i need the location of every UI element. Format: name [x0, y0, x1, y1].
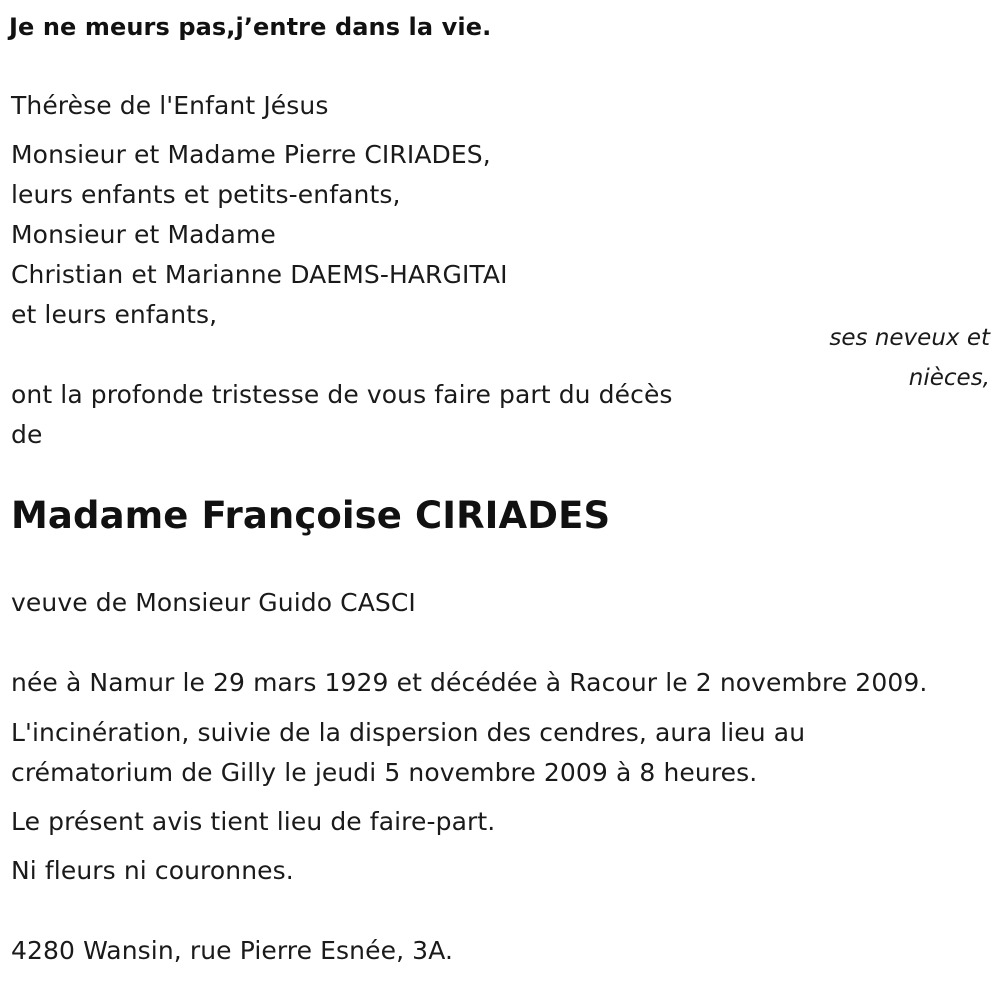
family-line: et leurs enfants,: [11, 300, 218, 329]
family-line: Monsieur et Madame: [11, 220, 276, 249]
epigraph-attribution: Thérèse de l'Enfant Jésus: [11, 91, 329, 120]
announcement-line: de: [11, 420, 43, 449]
address: 4280 Wansin, rue Pierre Esnée, 3A.: [11, 936, 453, 965]
no-flowers-line: Ni fleurs ni couronnes.: [11, 856, 294, 885]
relatives-note-line: nièces,: [908, 365, 990, 391]
birth-death: née à Namur le 29 mars 1929 et décédée à Racour le 2 novembre 2009.: [11, 668, 928, 697]
family-line: Christian et Marianne DAEMS-HARGITAI: [11, 260, 508, 289]
widow-of: veuve de Monsieur Guido CASCI: [11, 588, 416, 617]
family-line: Monsieur et Madame Pierre CIRIADES,: [11, 140, 491, 169]
epigraph: Je ne meurs pas,j’entre dans la vie.: [9, 13, 492, 41]
ceremony-line: crématorium de Gilly le jeudi 5 novembre 2009 à 8 heures.: [11, 758, 758, 787]
family-line: leurs enfants et petits-enfants,: [11, 180, 401, 209]
notice-line: Le présent avis tient lieu de faire-part.: [11, 807, 496, 836]
ceremony-line: L'incinération, suivie de la dispersion des cendres, aura lieu au: [11, 718, 806, 747]
announcement-line: ont la profonde tristesse de vous faire part du décès: [11, 380, 673, 409]
relatives-note-line: ses neveux et: [829, 325, 990, 351]
deceased-name: Madame Françoise CIRIADES: [11, 494, 611, 537]
